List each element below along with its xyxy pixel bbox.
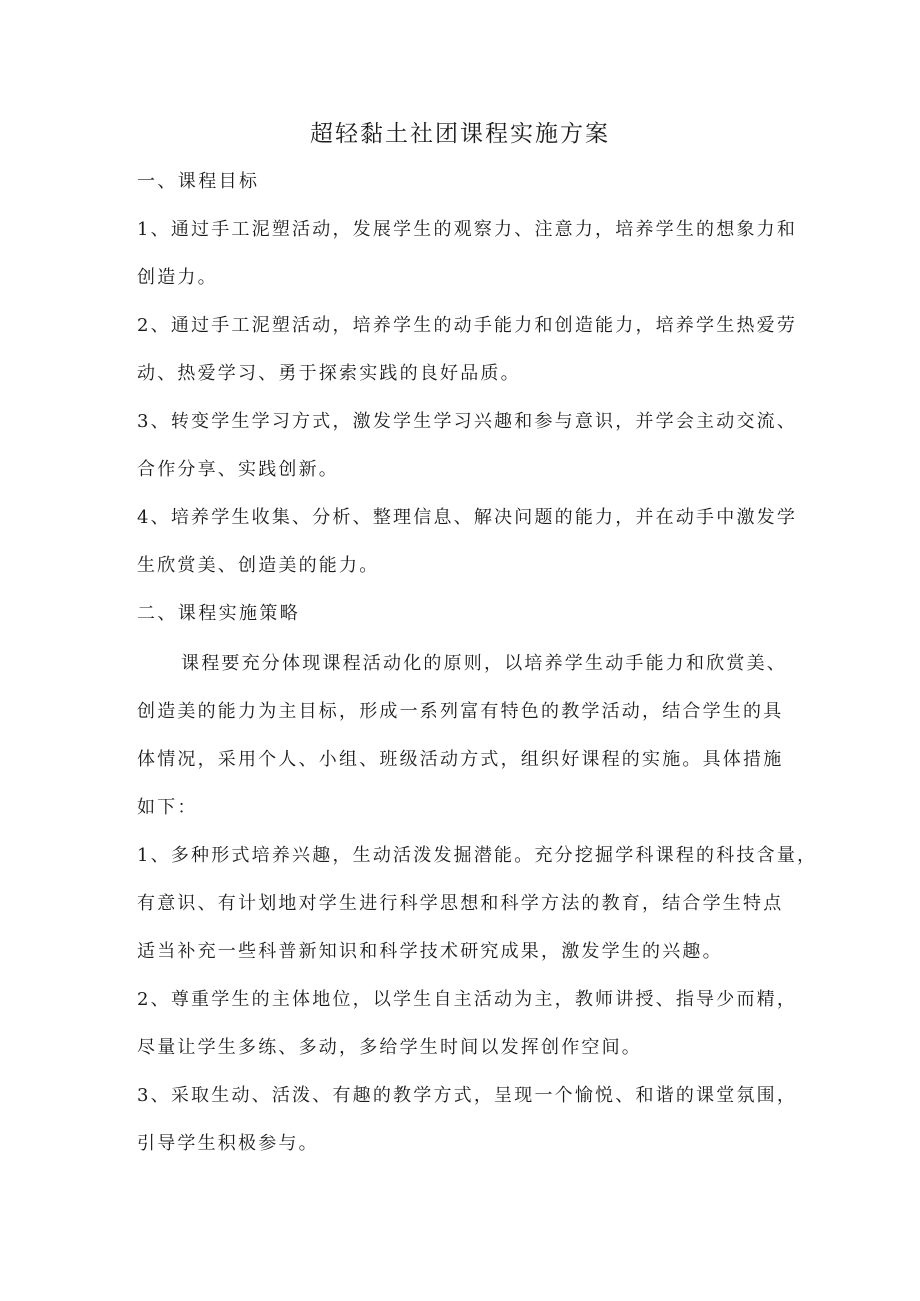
strategy-intro-line-2: 创造美的能力为主目标，形成一系列富有特色的教学活动，结合学生的具 <box>137 701 784 722</box>
strategy-3-line-1: 3、采取生动、活泼、有趣的教学方式，呈现一个愉悦、和谐的课堂氛围， <box>137 1085 798 1106</box>
goal-1-line-2: 创造力。 <box>137 267 218 288</box>
goal-4-line-2: 生欣赏美、创造美的能力。 <box>137 555 380 576</box>
goal-2-line-2: 动、热爱学习、勇于探索实践的良好品质。 <box>137 363 521 384</box>
strategy-1-line-2: 有意识、有计划地对学生进行科学思想和科学方法的教育，结合学生特点 <box>137 893 784 914</box>
goal-4-line-1: 4、培养学生收集、分析、整理信息、解决问题的能力，并在动手中激发学 <box>137 507 798 528</box>
goal-2-line-1: 2、通过手工泥塑活动，培养学生的动手能力和创造能力，培养学生热爱劳 <box>137 315 798 336</box>
strategy-2-line-1: 2、尊重学生的主体地位，以学生自主活动为主，教师讲授、指导少而精， <box>137 989 798 1010</box>
goal-1-line-1: 1、通过手工泥塑活动，发展学生的观察力、注意力，培养学生的想象力和 <box>137 219 798 240</box>
strategy-1-line-1: 1、多种形式培养兴趣，生动活泼发掘潜能。充分挖掘学科课程的科技含量， <box>137 845 818 866</box>
goal-3-line-2: 合作分享、实践创新。 <box>137 459 339 480</box>
strategy-1-line-3: 适当补充一些科普新知识和科学技术研究成果，激发学生的兴趣。 <box>137 941 723 962</box>
section-heading-strategy: 二、课程实施策略 <box>137 603 301 624</box>
strategy-intro-line-1: 课程要充分体现课程活动化的原则，以培养学生动手能力和欣赏美、 <box>181 653 787 674</box>
strategy-2-line-2: 尽量让学生多练、多动，多给学生时间以发挥创作空间。 <box>137 1037 642 1058</box>
strategy-3-line-2: 引导学生积极参与。 <box>137 1133 319 1154</box>
strategy-intro-line-4: 如下： <box>137 797 198 818</box>
goal-3-line-1: 3、转变学生学习方式，激发学生学习兴趣和参与意识，并学会主动交流、 <box>137 411 798 432</box>
document-title: 超轻黏土社团课程实施方案 <box>310 121 610 147</box>
strategy-intro-line-3: 体情况，采用个人、小组、班级活动方式，组织好课程的实施。具体措施 <box>137 749 784 770</box>
section-heading-course-goals: 一、课程目标 <box>137 171 260 192</box>
